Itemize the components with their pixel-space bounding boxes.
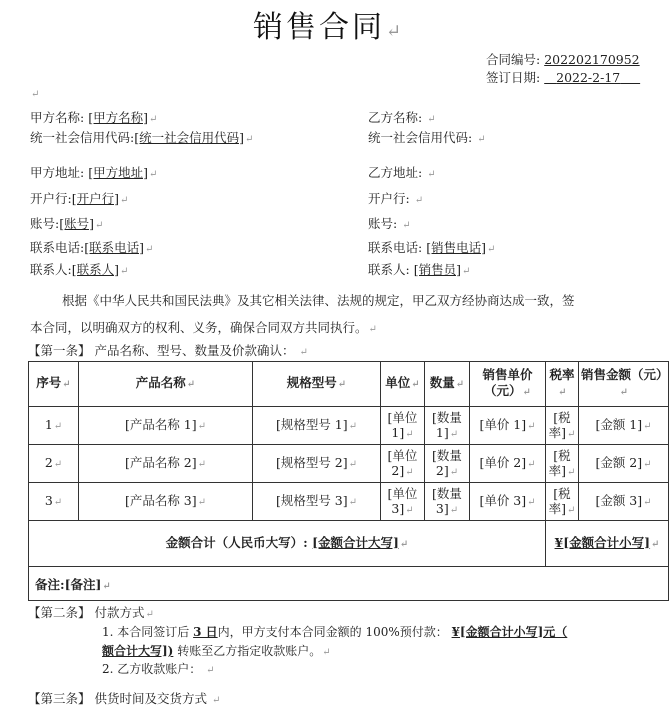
party-a-address: 甲方地址: [甲方地址]↵ <box>30 165 158 180</box>
table-cell: [单价 3]↵ <box>470 483 546 521</box>
article-2-heading: 【第二条】 付款方式↵ <box>28 605 154 620</box>
product-table <box>28 361 669 601</box>
table-cell: [产品名称 2]↵ <box>79 445 253 483</box>
table-row <box>29 445 669 483</box>
header-cell: 销售单价（元）↵ <box>470 362 546 407</box>
sign-date: 签订日期: 2022-2-17 <box>486 70 621 85</box>
contract-number: 合同编号: 202202170952 <box>486 52 640 67</box>
header-cell: 销售金额（元）↵ <box>579 362 669 407</box>
table-cell: [数量1]↵ <box>425 407 470 445</box>
party-b-contact: 联系人: [销售员]↵ <box>368 262 471 277</box>
table-cell: [单价 1]↵ <box>470 407 546 445</box>
total-lower-cell: ¥[金额合计小写]↵ <box>546 521 669 567</box>
table-cell: [规格型号 3]↵ <box>253 483 381 521</box>
article-1-heading: 【第一条】 产品名称、型号、数量及价款确认： ↵ <box>28 343 308 358</box>
table-cell: 2↵ <box>29 445 79 483</box>
table-cell: [税率]↵ <box>546 445 579 483</box>
table-cell: [单位1]↵ <box>381 407 425 445</box>
party-b-bank: 开户行: ↵ <box>368 191 424 206</box>
party-a-contact: 联系人:[联系人]↵ <box>30 262 129 277</box>
party-a-name: 甲方名称: [甲方名称]↵ <box>30 110 158 125</box>
party-b-name: 乙方名称: ↵ <box>368 110 436 125</box>
article-3-heading: 【第三条】 供货时间及交货方式 ↵ <box>28 691 221 706</box>
table-cell: 1↵ <box>29 407 79 445</box>
payment-line-1-cont: 额合计大写]) 转账至乙方指定收款账户。↵ <box>102 644 331 658</box>
table-cell: [金额 1]↵ <box>579 407 669 445</box>
total-row <box>29 521 669 567</box>
intro-line-1: 根据《中华人民共和国民法典》及其它相关法律、法规的规定，甲乙双方经协商达成一致，签 <box>62 293 575 308</box>
table-cell: [单价 2]↵ <box>470 445 546 483</box>
payment-line-1: 1. 本合同签订后 3 日内，甲方支付本合同金额的 100%预付款： ¥[金额合计小写]元（ <box>102 625 568 639</box>
table-cell: [税率]↵ <box>546 483 579 521</box>
table-cell: [规格型号 1]↵ <box>253 407 381 445</box>
header-cell: 单位↵ <box>381 362 425 407</box>
remark-cell: 备注:[备注]↵ <box>29 567 669 601</box>
party-a-phone: 联系电话:[联系电话]↵ <box>30 240 154 255</box>
payment-line-2: 2. 乙方收款账户： ↵ <box>102 662 215 676</box>
party-a-bank: 开户行:[开户行]↵ <box>30 191 129 206</box>
table-cell: [税率]↵ <box>546 407 579 445</box>
table-cell: [规格型号 2]↵ <box>253 445 381 483</box>
party-b-phone: 联系电话: [销售电话]↵ <box>368 240 496 255</box>
header-cell: 序号↵ <box>29 362 79 407</box>
party-a-account: 账号:[账号]↵ <box>30 216 104 231</box>
table-cell: [金额 3]↵ <box>579 483 669 521</box>
table-cell: [数量2]↵ <box>425 445 470 483</box>
table-cell: [产品名称 3]↵ <box>79 483 253 521</box>
party-b-account: 账号: ↵ <box>368 216 411 231</box>
table-cell: [单位2]↵ <box>381 445 425 483</box>
table-cell: 3↵ <box>29 483 79 521</box>
contract-title: 销售合同↵ <box>252 10 405 45</box>
header-cell: 产品名称↵ <box>79 362 253 407</box>
table-row <box>29 483 669 521</box>
header-cell: 数量↵ <box>425 362 470 407</box>
intro-line-2: 本合同，以明确双方的权利、义务，确保合同双方共同执行。↵ <box>30 320 377 335</box>
table-row <box>29 407 669 445</box>
header-cell: 规格型号↵ <box>253 362 381 407</box>
party-b-credit: 统一社会信用代码: ↵ <box>368 130 486 145</box>
table-cell: [金额 2]↵ <box>579 445 669 483</box>
table-header-row <box>29 362 669 407</box>
party-a-credit: 统一社会信用代码:[统一社会信用代码]↵ <box>30 130 254 145</box>
remark-row <box>29 567 669 601</box>
header-cell: 税率↵ <box>546 362 579 407</box>
paragraph-mark: ↵ <box>31 89 40 100</box>
table-cell: [数量3]↵ <box>425 483 470 521</box>
total-upper-cell: 金额合计（人民币大写）: [金额合计大写]↵ <box>29 521 546 567</box>
table-cell: [产品名称 1]↵ <box>79 407 253 445</box>
table-cell: [单位3]↵ <box>381 483 425 521</box>
party-b-address: 乙方地址: ↵ <box>368 165 436 180</box>
